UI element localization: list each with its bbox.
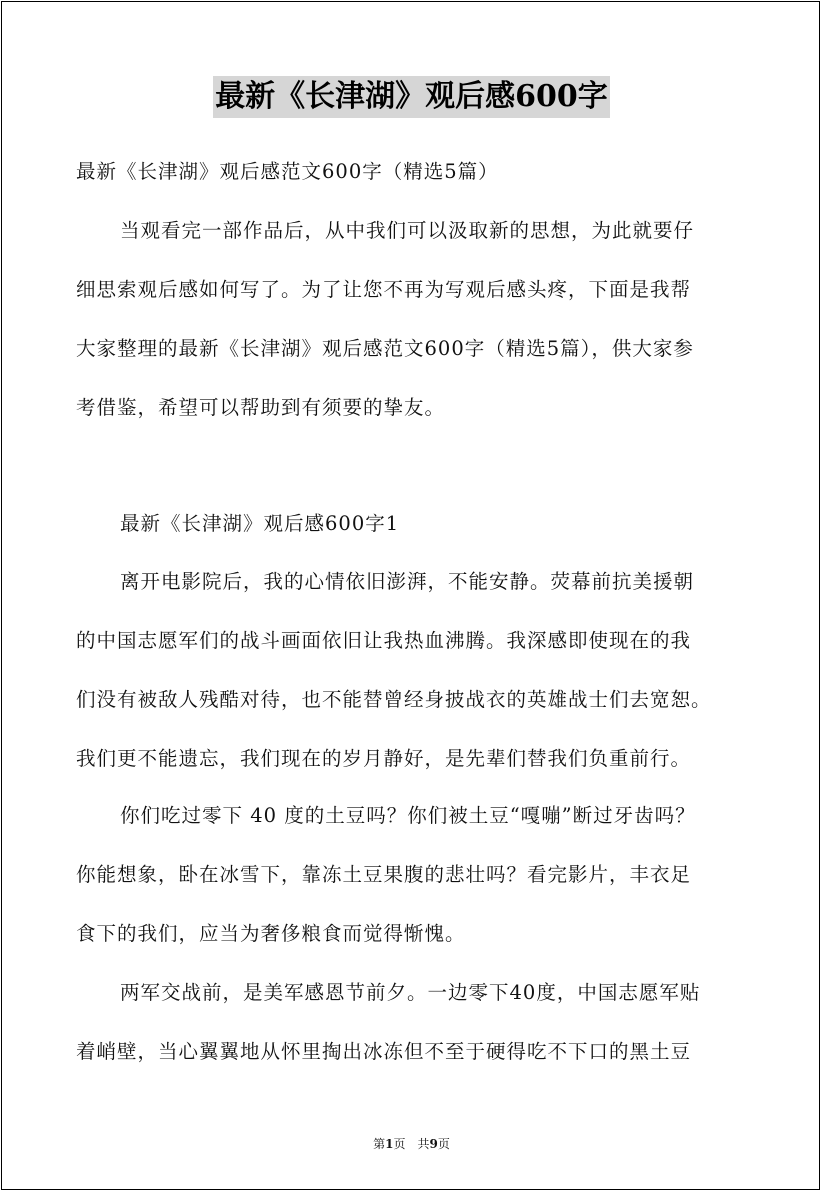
document-title: 最新《长津湖》观后感600字 xyxy=(213,76,610,118)
page-footer xyxy=(0,1136,823,1152)
footer-current-page: 1 xyxy=(385,1137,394,1151)
title-container xyxy=(0,76,823,118)
footer-mid: 页 共 xyxy=(393,1137,430,1151)
paragraph-line: 离开电影院后，我的心情依旧澎湃，不能安静。荧幕前抗美援朝 xyxy=(120,570,695,593)
paragraph-line: 你们吃过零下 40 度的土豆吗？你们被土豆“嘎嘣”断过牙齿吗？ xyxy=(120,804,696,827)
footer-suffix: 页 xyxy=(437,1137,450,1151)
section-heading: 最新《长津湖》观后感600字1 xyxy=(120,512,400,535)
footer-total-pages: 9 xyxy=(429,1137,438,1151)
paragraph-line: 考借鉴，希望可以帮助到有须要的挚友。 xyxy=(76,396,446,419)
subtitle-line: 最新《长津湖》观后感范文600字（精选5篇） xyxy=(76,160,499,183)
paragraph-line: 们没有被敌人残酷对待，也不能替曾经身披战衣的英雄战士们去宽恕。 xyxy=(76,688,712,711)
paragraph-line: 细思索观后感如何写了。为了让您不再为写观后感头疼，下面是我帮 xyxy=(76,278,692,301)
paragraph-line: 两军交战前，是美军感恩节前夕。一边零下40度，中国志愿军贴 xyxy=(120,981,701,1004)
paragraph-line: 着峭壁，当心翼翼地从怀里掏出冰冻但不至于硬得吃不下口的黑土豆 xyxy=(76,1040,692,1063)
paragraph-line: 我们更不能遗忘，我们现在的岁月静好，是先辈们替我们负重前行。 xyxy=(76,747,692,770)
paragraph-line: 食下的我们，应当为奢侈粮食而觉得惭愧。 xyxy=(76,922,466,945)
paragraph-line: 大家整理的最新《长津湖》观后感范文600字（精选5篇），供大家参 xyxy=(76,337,694,360)
footer-prefix: 第 xyxy=(373,1137,386,1151)
paragraph-line: 当观看完一部作品后，从中我们可以汲取新的思想，为此就要仔 xyxy=(120,219,695,242)
paragraph-line: 的中国志愿军们的战斗画面依旧让我热血沸腾。我深感即使现在的我 xyxy=(76,629,692,652)
paragraph-line: 你能想象，卧在冰雪下，靠冻土豆果腹的悲壮吗？看完影片，丰衣足 xyxy=(76,863,692,886)
